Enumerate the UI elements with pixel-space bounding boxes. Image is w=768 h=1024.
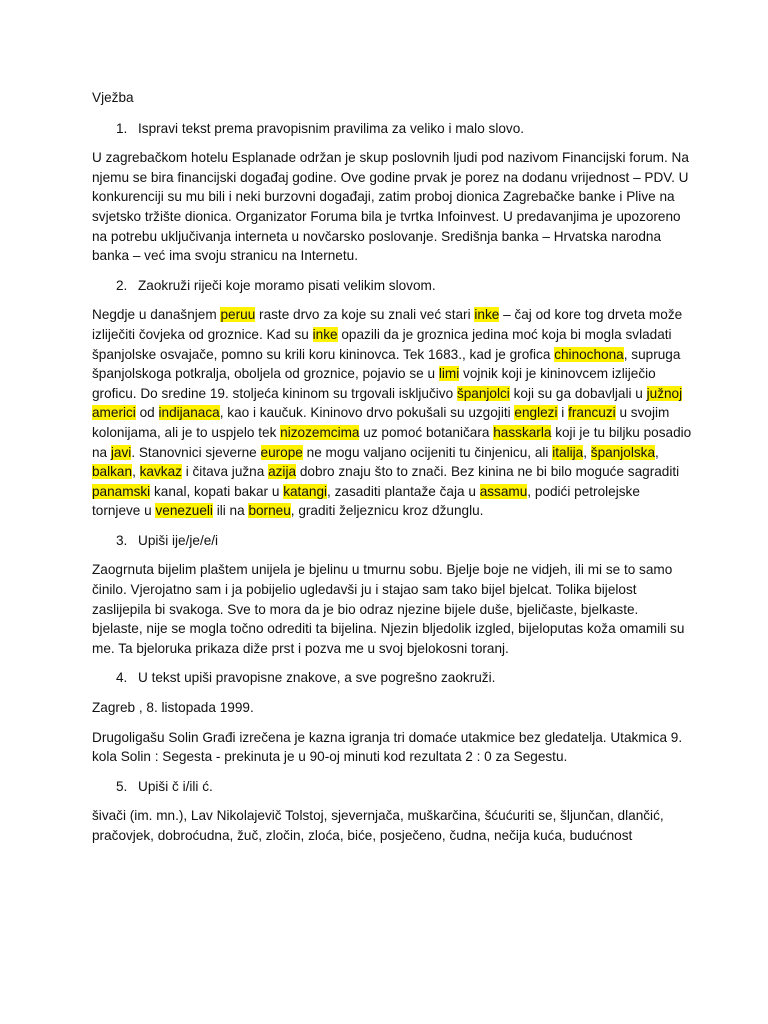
text-segment: uz pomoć botaničara [359,424,494,440]
highlighted-word: javi [110,444,132,460]
highlighted-word: chinochona [554,346,624,362]
text-segment: , [132,464,140,480]
document-page [92,88,692,856]
task-text: U tekst upiši pravopisne znakove, a sve pogrešno zaokruži. [138,670,496,686]
text-segment: raste drvo za koje su znali već stari [255,307,475,323]
highlighted-word: inke [312,326,338,342]
text-segment: i čitava južna [181,464,269,480]
highlighted-word: inke [474,307,500,323]
text-segment: ili na [212,503,249,519]
highlighted-word: španjolci [456,385,510,401]
highlighted-word: panamski [92,483,151,499]
highlighted-word: hasskarla [493,424,552,440]
highlighted-word: peruu [220,307,256,323]
text-segment: dobro znaju što to znači. Bez kinina ne bi bilo moguće sagraditi [296,464,680,480]
task-text: Upiši č i/ili ć. [138,778,213,794]
highlighted-word: katangi [283,483,328,499]
task-4 [92,668,692,688]
paragraph-4-body: Drugoligašu Solin Građi izrečena je kazna igranja tri domaće utakmice bez gledatelja. Utakmica 9. kola Solin : Segesta - prekinuta je u 90-oj minuti kod rezultata 2 : 0 za Segestu. [92,729,683,765]
highlighted-word: italija [552,444,584,460]
highlighted-word: španjolska [590,444,656,460]
text-segment: , supruga španjolskoga potkralja, oboljela od groznice, pojavio se u [92,346,681,382]
text-segment: u svojim kolonijama, ali je to uspjelo tek [92,405,670,440]
text-segment: , graditi željeznicu kroz džunglu. [290,503,484,519]
text-segment: vojnik koji je kininovcem izliječio groficu. Do sredine 19. stoljeća kininom su trgovali isključivo [92,366,656,401]
highlighted-word: balkan [92,464,133,480]
task-text: Ispravi tekst prema pravopisnim pravilima za veliko i malo slovo. [138,120,525,136]
task-number: 2. [116,277,128,293]
text-segment: koji su ga dobavljali u [509,385,647,401]
paragraph-5: šivači (im. mn.), Lav Nikolajevič Tolstoj, sjevernjača, muškarčina, šćućuriti se, šljunčan, dlančić, pračovjek, dobroćudna, žuč, zločin, zloća, biće, posječeno, čudna, nečija kuća, budućnost [92,808,664,843]
highlighted-word: nizozemcima [280,424,360,440]
text-segment: ne mogu valjano ocijeniti tu činjenicu, ali [302,444,553,460]
highlighted-word: assamu [479,483,528,499]
task-number: 4. [116,670,128,686]
paragraph-4-date: Zagreb , 8. listopada 1999. [92,700,254,716]
text-segment: od [135,405,159,421]
task-1 [92,119,692,139]
highlighted-word: indijanaca [158,405,220,421]
text-segment: , kao i kaučuk. Kininovo drvo pokušali su uzgojiti [219,405,515,421]
highlighted-word: borneu [248,503,291,519]
text-segment: – čaj od kore tog drveta može izliječiti čovjeka od groznice. Kad su [92,307,683,342]
task-number: 1. [116,120,128,136]
highlighted-word: englezi [514,405,558,421]
task-3 [92,531,692,551]
task-text: Upiši ije/je/e/i [138,532,219,548]
text-segment: , [583,444,591,460]
text-segment: , [655,444,659,460]
highlighted-word: europe [260,444,303,460]
text-segment: i [557,405,569,421]
text-segment: , zasaditi plantaže čaja u [327,483,480,499]
paragraph-3: Zaogrnuta bijelim plaštem unijela je bjelinu u tmurnu sobu. Bjelje boje ne vidjeh, ili mi se to samo činilo. Vjerojatno sam i ja pobijelio ugledavši ju i stajao sam tako bijel bjelcat. Tolika bijelost zaslijepila bi svakoga. Sve to mora da je bio odraz njezine bijele duše, bjeličaste, bjelkaste. bjelaste, nije se mogla točno odrediti ta bijelina. Njezin bljedolik izgled, bijeloputas koža omamili su me. Ta bjeloruka prikaza diže prst i pozva me u svoj bjelokosni toranj. [92,562,685,656]
text-segment: , podići petrolejske tornjeve u [92,483,640,519]
task-number: 5. [116,778,128,794]
paragraph-2 [92,305,692,521]
task-2 [92,276,692,296]
text-segment: opazili da je groznica jedina moć koja bi mogla svladati španjolske osvajače, pomno su krili koru kininovca. Tek 1683., kad je grofica [92,326,672,362]
text-segment: . Stanovnici sjeverne [131,444,261,460]
document-title: Vježba [92,90,134,105]
highlighted-word: venezueli [155,503,213,519]
text-segment: koji je tu biljku posadio na [92,424,692,460]
highlighted-word: limi [438,366,460,382]
paragraph-1: U zagrebačkom hotelu Esplanade održan je skup poslovnih ljudi pod nazivom Financijski forum. Na njemu se bira financijski događaj godine. Ove godine prvak je porez na dodanu vrijednost – PDV. U konkurenciji su mu bili i neki burzovni događaji, zatim proboj dionica Zagrebačke banke i Plive na svjetsko tržište dionica. Organizator Foruma bila je tvrtka Infoinvest. U predavanjima je upozoreno na potrebu uključivanja interneta u novčarsko poslovanje. Središnja banka – Hrvatska narodna banka – već ima svoju stranicu na Internetu. [92,150,689,264]
highlighted-word: južnoj americi [92,385,683,421]
highlighted-word: kavkaz [139,464,182,480]
text-segment: Negdje u današnjem [92,307,221,323]
task-5 [92,777,692,797]
task-text: Zaokruži riječi koje moramo pisati velikim slovom. [138,277,436,293]
highlighted-word: azija [268,464,297,480]
task-number: 3. [116,532,128,548]
text-segment: kanal, kopati bakar u [150,483,284,499]
highlighted-word: francuzi [568,405,616,421]
